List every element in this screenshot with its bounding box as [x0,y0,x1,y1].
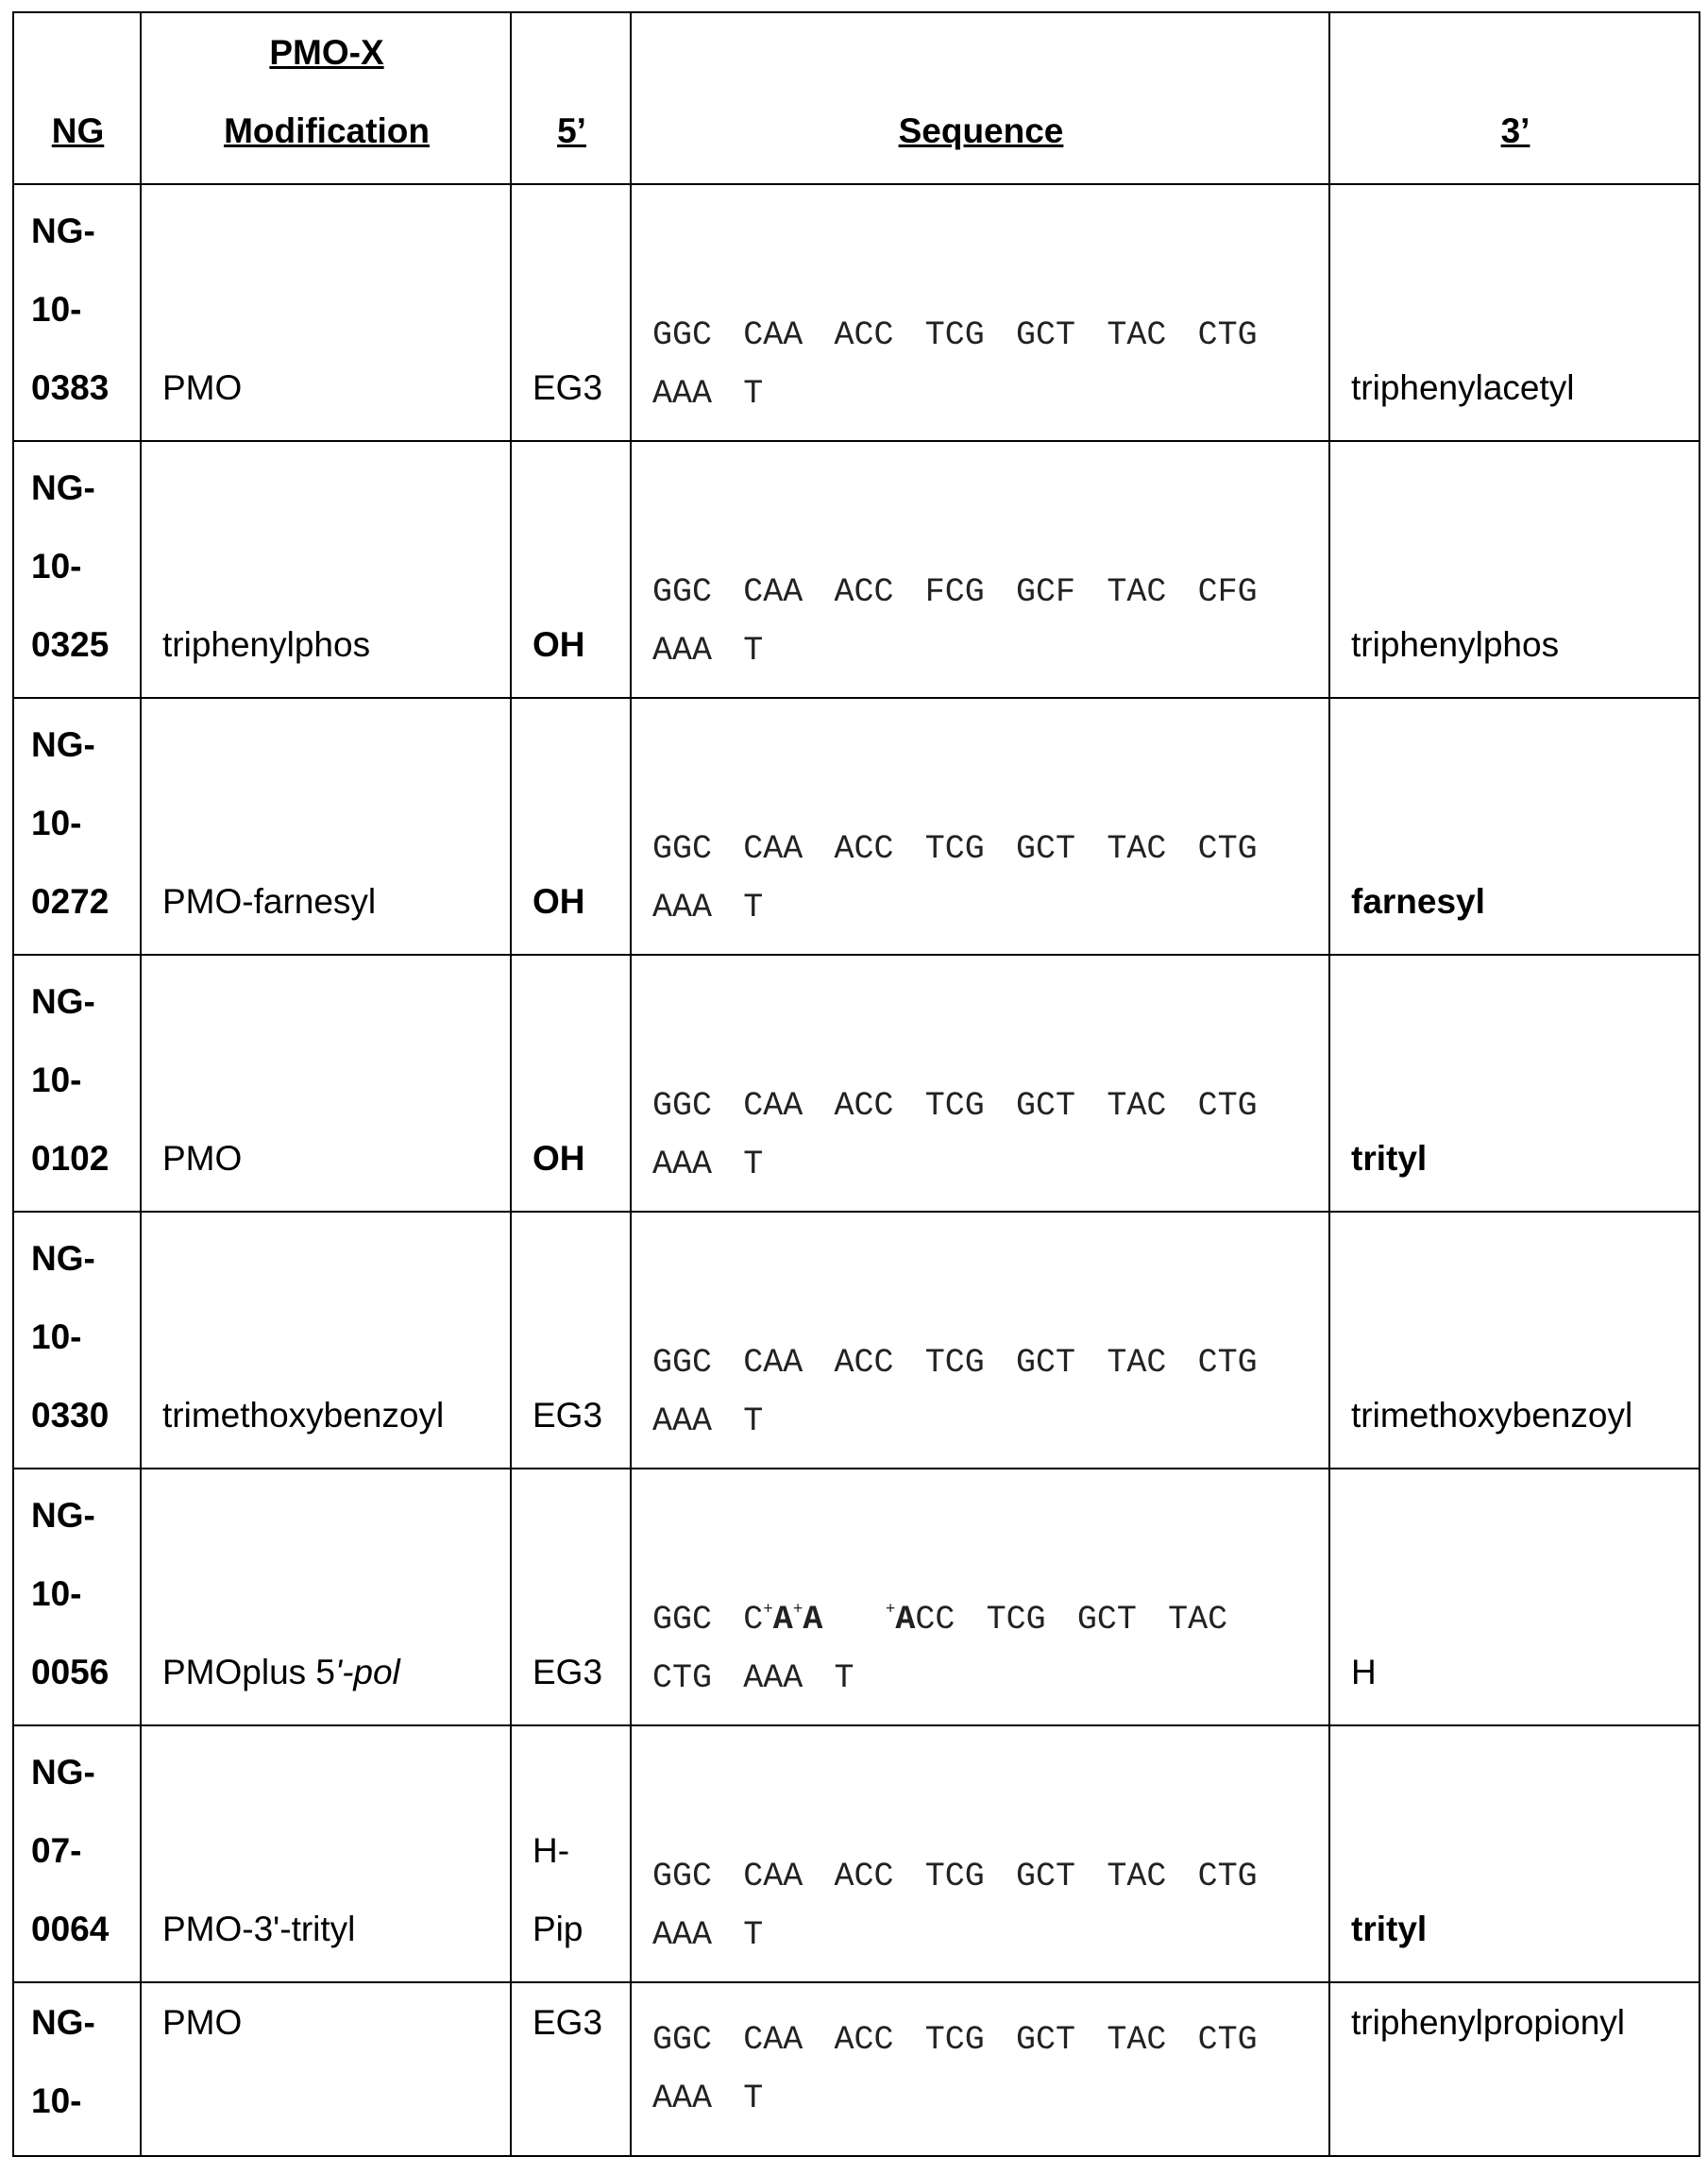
modification-cell [141,955,511,1212]
three-prime: trityl [1351,1139,1427,1178]
ng-id-cell [13,1725,141,1982]
modified-linkage-mark: + [763,1600,773,1619]
modified-base: A [895,1601,915,1639]
table-row [13,441,1700,698]
ng-id: NG-10- [31,1983,115,2140]
ng-id: NG-10-0325 [31,449,115,684]
five-prime: OH [533,882,585,921]
three-prime-cell [1329,441,1700,698]
sequence: GGC CAA ACC TCG GCT TAC CTG AAA T [652,830,1258,926]
ng-id: NG-07-0064 [31,1733,115,1968]
sequence: GGC CAA ACC TCG GCT TAC CTG AAA T [652,2021,1258,2117]
five-prime: OH [533,625,585,664]
sequence-cell [631,1982,1329,2156]
ng-id: NG-10-0330 [31,1219,115,1454]
ng-id-cell [13,1469,141,1725]
sequence-text: GGC C [652,1601,763,1639]
five-prime-cell [511,1469,631,1725]
sequence: GGC CAA ACC TCG GCT TAC CTG AAA T [652,1858,1258,1954]
sequence: GGC CAA ACC FCG GCF TAC CFG AAA T [652,573,1258,670]
three-prime: triphenylacetyl [1351,368,1575,407]
ng-id-cell [13,955,141,1212]
modification: PMO [162,1139,242,1178]
sequence: GGC CAA ACC TCG GCT TAC CTG AAA T [652,316,1258,413]
header-5prime-label: 5’ [557,111,586,150]
sequence: GGC CAA ACC TCG GCT TAC CTG AAA T [652,1344,1258,1440]
three-prime-cell [1329,698,1700,955]
three-prime-cell [1329,184,1700,441]
three-prime-cell [1329,1212,1700,1469]
five-prime-cell [511,1212,631,1469]
modification: PMO-farnesyl [162,882,376,921]
three-prime: H [1351,1653,1377,1691]
sequence-cell [631,441,1329,698]
header-3prime-label: 3’ [1501,111,1530,150]
five-prime-cell [511,1982,631,2156]
modified-linkage-mark: + [793,1600,803,1619]
ng-id: NG-10-0056 [31,1476,115,1711]
header-sequence [631,12,1329,184]
header-ng [13,12,141,184]
modification: PMO [162,2003,242,2042]
header-seq-label: Sequence [899,111,1064,150]
modification-cell [141,1725,511,1982]
header-ng-label: NG [52,111,105,150]
sequence-cell [631,1212,1329,1469]
modified-base: A [803,1601,822,1639]
three-prime: farnesyl [1351,882,1485,921]
sequence-cell [631,1725,1329,1982]
modification-italic: '-pol [335,1653,400,1691]
sequence-cell [631,1469,1329,1725]
ng-id: NG-10-0383 [31,192,115,427]
sequence-cell [631,184,1329,441]
ng-id-cell [13,441,141,698]
three-prime: triphenylpropionyl [1351,2003,1625,2042]
ng-id-cell [13,1982,141,2156]
five-prime-cell [511,441,631,698]
five-prime: H-Pip [533,1811,588,1968]
modification-cell [141,184,511,441]
header-row [13,12,1700,184]
header-mod-label: PMO-X Modification [222,13,431,170]
three-prime: trityl [1351,1910,1427,1948]
sequence-cell [631,698,1329,955]
modification-cell [141,1469,511,1725]
sequence-text [822,1601,886,1639]
sequence-cell [631,955,1329,1212]
table-row [13,955,1700,1212]
modification: triphenylphos [162,625,370,664]
table-row [13,698,1700,955]
modification-cell [141,1212,511,1469]
table-row [13,1982,1700,2156]
five-prime: EG3 [533,1396,602,1435]
five-prime-cell [511,698,631,955]
ng-id-cell [13,184,141,441]
three-prime-cell [1329,1725,1700,1982]
table-row [13,1469,1700,1725]
modification: PMO [162,368,242,407]
three-prime-cell [1329,1469,1700,1725]
modification-cell [141,698,511,955]
five-prime-cell [511,1725,631,1982]
ng-id-cell [13,698,141,955]
sequence: GGC CAA ACC TCG GCT TAC CTG AAA T [652,1087,1258,1183]
sequence-text: CC TCG GCT TAC CTG AAA T [652,1601,1227,1697]
modification: PMO-3'-trityl [162,1910,355,1948]
three-prime: trimethoxybenzoyl [1351,1396,1632,1435]
five-prime: EG3 [533,1653,602,1691]
table-row [13,1725,1700,1982]
modification: trimethoxybenzoyl [162,1396,444,1435]
ng-id: NG-10-0102 [31,962,115,1197]
five-prime-cell [511,184,631,441]
three-prime-cell [1329,1982,1700,2156]
modified-linkage-mark: + [886,1600,896,1619]
table-row [13,184,1700,441]
oligo-table [12,11,1700,2157]
modified-base: A [773,1601,793,1639]
header-5prime [511,12,631,184]
five-prime-cell [511,955,631,1212]
ng-id: NG-10-0272 [31,705,115,941]
table-row [13,1212,1700,1469]
three-prime-cell [1329,955,1700,1212]
ng-id-cell [13,1212,141,1469]
modification-cell [141,1982,511,2156]
modification-cell [141,441,511,698]
five-prime: OH [533,1139,585,1178]
three-prime: triphenylphos [1351,625,1559,664]
five-prime: EG3 [533,2003,602,2042]
modification: PMOplus 5 [162,1653,335,1691]
five-prime: EG3 [533,368,602,407]
header-3prime [1329,12,1700,184]
header-modification [141,12,511,184]
